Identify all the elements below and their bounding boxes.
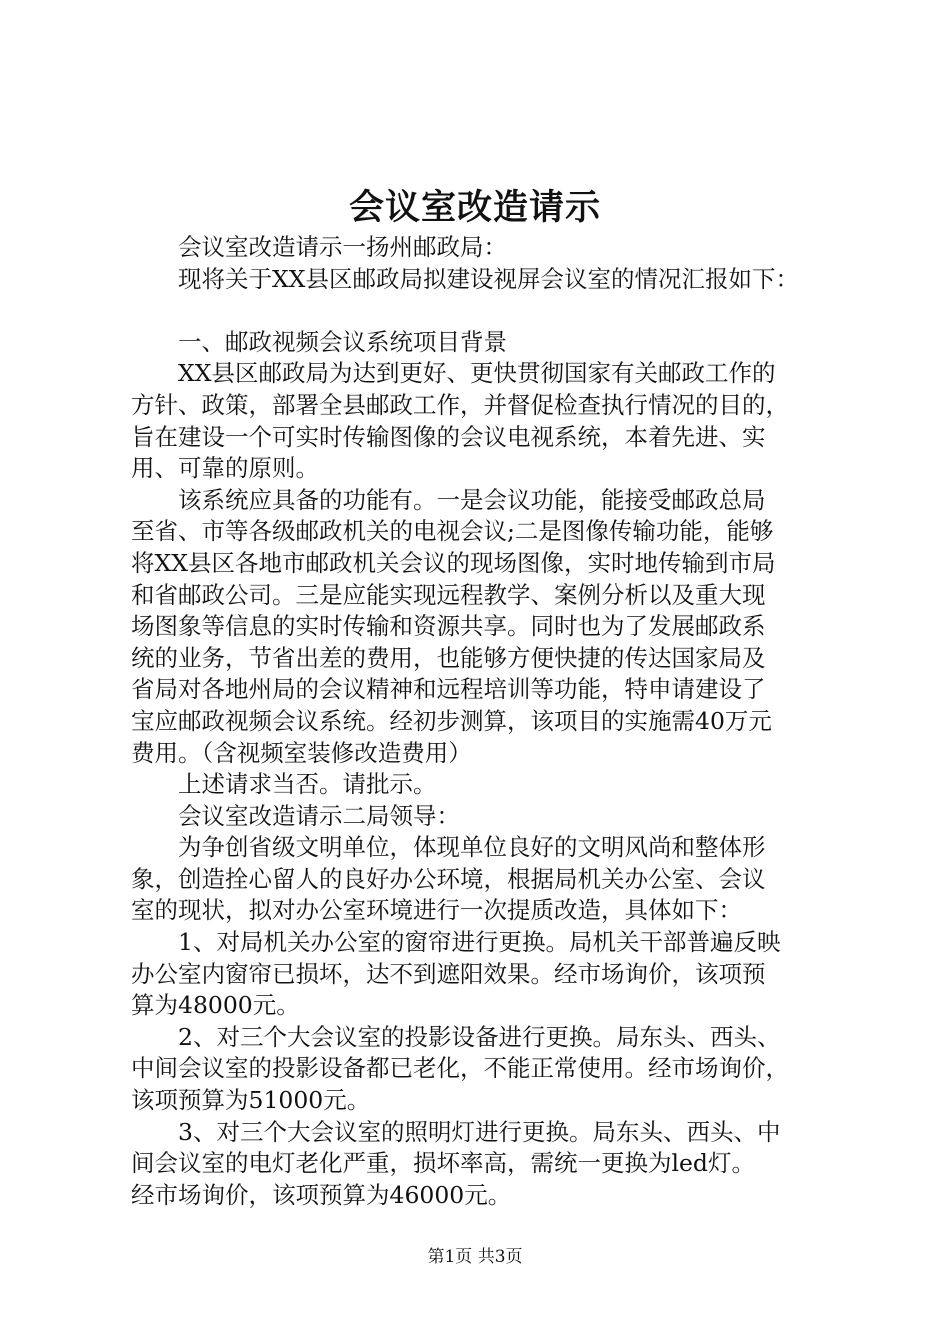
body-line: 办公室内窗帘已损坏，达不到遮阳效果。经市场询价，该项预: [131, 959, 766, 988]
body-line: 该系统应具备的功能有。一是会议功能，能接受邮政总局: [178, 485, 766, 514]
body-line: 费用。（含视频室装修改造费用）: [131, 738, 472, 767]
body-line: 该项预算为51000元。: [131, 1086, 371, 1115]
body-line: XX县区邮政局为达到更好、更快贯彻国家有关邮政工作的: [178, 359, 776, 388]
body-line: 经市场询价，该项预算为46000元。: [131, 1180, 512, 1209]
body-line: 省局对各地州局的会议精神和远程培训等功能，特申请建设了: [131, 675, 766, 704]
body-line: 2、对三个大会议室的投影设备进行更换。局东头、西头、: [178, 1022, 781, 1051]
document-body: [131, 232, 831, 1211]
body-line: 为争创省级文明单位，体现单位良好的文明风尚和整体形: [178, 833, 766, 862]
body-line: 中间会议室的投影设备都已老化，不能正常使用。经市场询价，: [131, 1054, 789, 1083]
body-line: 用、可靠的原则。: [131, 454, 319, 483]
body-line: 3、对三个大会议室的照明灯进行更换。局东头、西头、中: [178, 1117, 781, 1146]
body-line: 统的业务，节省出差的费用，也能够方便快捷的传达国家局及: [131, 643, 766, 672]
body-line: 和省邮政公司。三是应能实现远程教学、案例分析以及重大现: [131, 580, 766, 609]
body-line: 1、对局机关办公室的窗帘进行更换。局机关干部普遍反映: [178, 928, 781, 957]
body-line: 一、邮政视频会议系统项目背景: [178, 327, 507, 356]
body-line: 现将关于XX县区邮政局拟建设视屏会议室的情况汇报如下：: [178, 264, 799, 293]
document-title: 会议室改造请示: [348, 187, 601, 228]
page-footer: 第1页 共3页: [427, 1247, 523, 1267]
body-line: 上述请求当否。请批示。: [178, 770, 437, 799]
body-line: 算为48000元。: [131, 991, 300, 1020]
body-line: 会议室改造请示二局领导：: [178, 801, 460, 830]
body-line: 方针、政策，部署全县邮政工作，并督促检查执行情况的目的，: [131, 390, 789, 419]
body-line: 会议室改造请示一扬州邮政局：: [178, 233, 507, 261]
body-line: 室的现状，拟对办公室环境进行一次提质改造，具体如下：: [131, 896, 742, 925]
body-line: 将XX县区各地市邮政机关会议的现场图像，实时地传输到市局: [131, 548, 776, 577]
body-line: 旨在建设一个可实时传输图像的会议电视系统，本着先进、实: [131, 422, 766, 451]
body-line: 至省、市等各级邮政机关的电视会议;二是图像传输功能，能够: [131, 517, 774, 546]
body-line: 象，创造拴心留人的良好办公环境，根据局机关办公室、会议: [131, 864, 766, 893]
blank-line: [131, 295, 831, 327]
body-line: 宝应邮政视频会议系统。经初步测算，该项目的实施需40万元: [131, 706, 772, 735]
body-line: 场图象等信息的实时传输和资源共享。同时也为了发展邮政系: [131, 612, 766, 641]
body-line: 间会议室的电灯老化严重，损坏率高，需统一更换为led灯。: [131, 1149, 755, 1178]
